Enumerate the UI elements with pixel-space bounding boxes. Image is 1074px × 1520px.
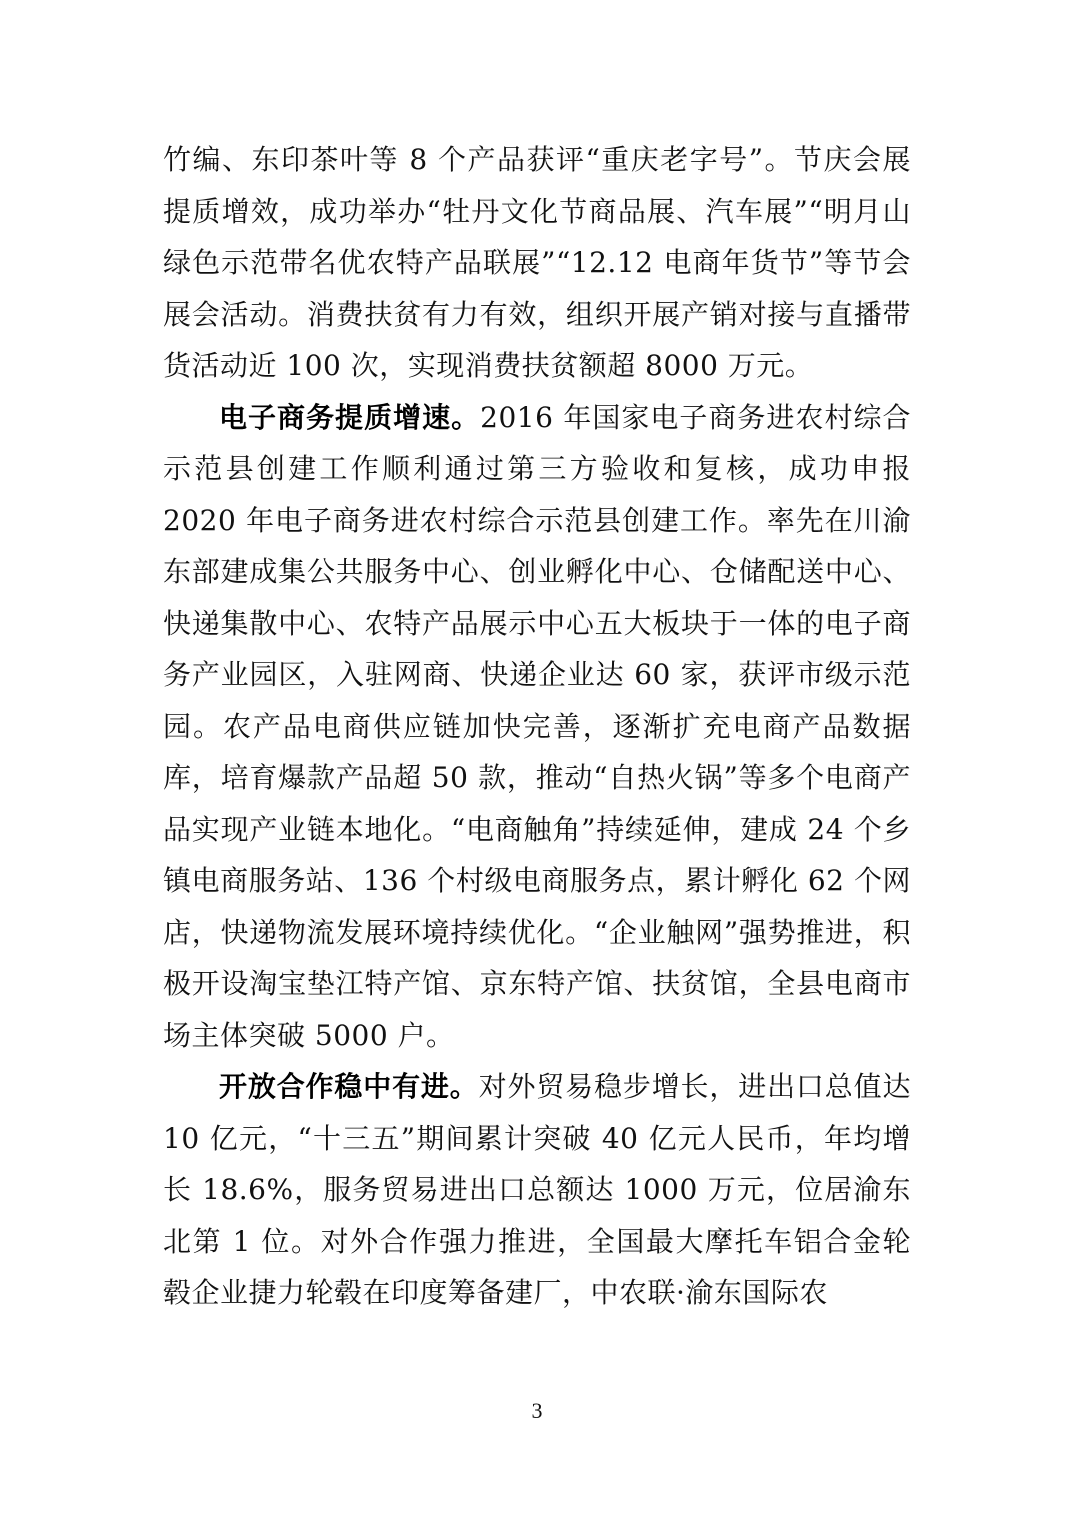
paragraph-2 (163, 392, 911, 1062)
paragraph-2-heading: 电子商务提质增速。 (219, 400, 481, 434)
paragraph-3-text: 对外贸易稳步增长，进出口总值达 10 亿元，“十三五”期间累计突破 40 亿元人民币，年均增长 18.6%，服务贸易进出口总额达 1000 万元，位居渝东北第 1 位。对外合作强力推进，全国最大摩托车铝合金轮毂企业捷力轮毂在印度筹备建厂，中农联·渝东国际农 (163, 1070, 911, 1309)
body-text (163, 134, 911, 1319)
paragraph-3 (163, 1061, 911, 1319)
paragraph-3-heading: 开放合作稳中有进。 (219, 1070, 479, 1103)
page-number: 3 (531, 1398, 543, 1423)
paragraph-1 (163, 134, 911, 392)
paragraph-1-text: 竹编、东印茶叶等 8 个产品获评“重庆老字号”。节庆会展提质增效，成功举办“牡丹文化节商品展、汽车展”“明月山绿色示范带名优农特产品联展”“12.12 电商年货节”等节会展会活动。消费扶贫有力有效，组织开展产销对接与直播带货活动近 100 次，实现消费扶贫额超 8000 万元。 (163, 143, 911, 382)
paragraph-2-text: 2016 年国家电子商务进农村综合示范县创建工作顺利通过第三方验收和复核，成功申报 2020 年电子商务进农村综合示范县创建工作。率先在川渝东部建成集公共服务中心、创业孵化中心、仓储配送中心、快递集散中心、农特产品展示中心五大板块于一体的电子商务产业园区，入驻网商、快递企业达 60 家，获评市级示范园。农产品电商供应链加快完善，逐渐扩充电商产品数据库，培育爆款产品超 50 款，推动“自热火锅”等多个电商产品实现产业链本地化。“电商触角”持续延伸，建成 24 个乡镇电商服务站、136 个村级电商服务点，累计孵化 62 个网店，快递物流发展环境持续优化。“企业触网”强势推进，积极开设淘宝垫江特产馆、京东特产馆、扶贫馆，全县电商市场主体突破 5000 户。 (163, 400, 911, 1052)
